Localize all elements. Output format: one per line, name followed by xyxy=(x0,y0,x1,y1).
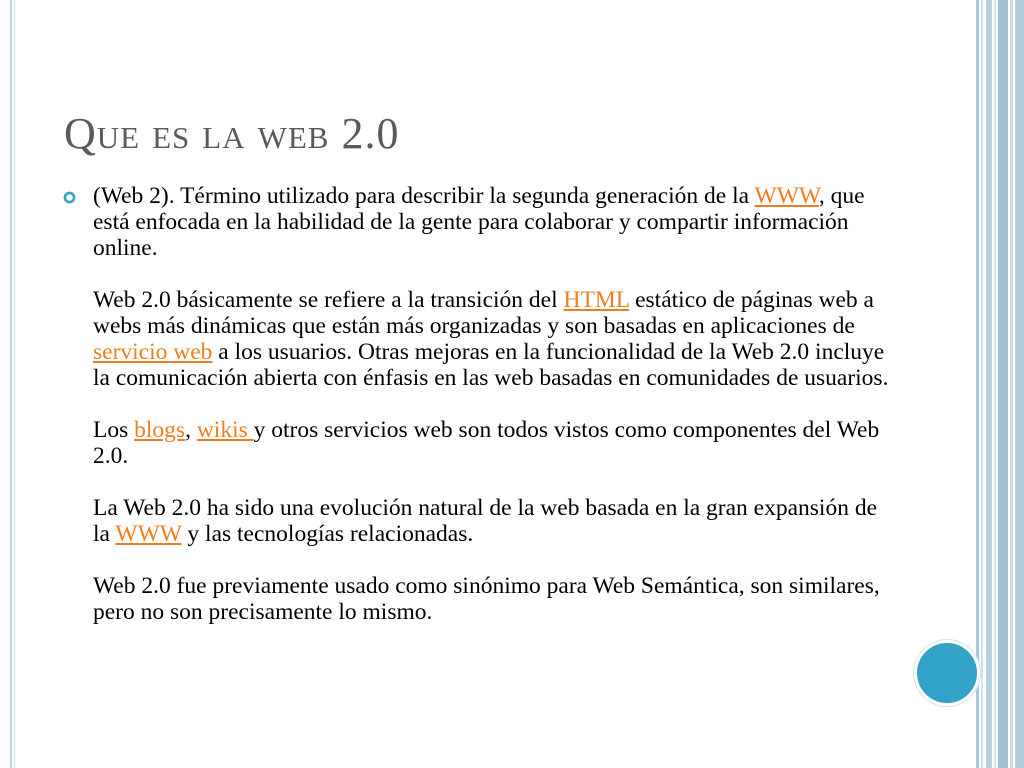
body-paragraph xyxy=(93,287,893,391)
stripe xyxy=(998,0,1008,768)
body-paragraph xyxy=(93,183,893,261)
hyperlink[interactable]: blogs xyxy=(134,417,186,443)
paragraph-text: , xyxy=(185,417,197,443)
paragraph-text: Los xyxy=(93,417,135,443)
stripe xyxy=(1015,0,1024,768)
hyperlink[interactable]: HTML xyxy=(563,287,630,313)
slide-title: Que es la web 2.0 xyxy=(64,109,400,158)
hyperlink[interactable]: WWW xyxy=(115,521,182,547)
stripe xyxy=(981,0,983,768)
left-border-line xyxy=(10,0,12,768)
paragraph-text: Web 2.0 básicamente se refiere a la transición del xyxy=(93,287,564,313)
stripe xyxy=(976,0,979,768)
hyperlink[interactable]: wikis xyxy=(196,417,254,443)
paragraph-text: y otros servicios web son todos vistos como componentes del Web 2.0. xyxy=(93,417,880,469)
circle-decoration xyxy=(914,640,980,706)
paragraph-text: (Web 2). Término utilizado para describir la segunda generación de la xyxy=(93,183,755,209)
body-paragraph xyxy=(93,417,893,469)
hyperlink[interactable]: WWW xyxy=(754,183,819,209)
hyperlink[interactable]: servicio web xyxy=(93,339,213,365)
slide-body xyxy=(93,183,893,625)
body-paragraph xyxy=(93,495,893,547)
right-decorative-stripes xyxy=(976,0,1024,768)
stripe xyxy=(994,0,996,768)
stripe xyxy=(986,0,992,768)
paragraph-text: , que está enfocada en la habilidad de la gente para colaborar y compartir información online. xyxy=(93,183,865,261)
body-paragraph xyxy=(93,573,893,625)
paragraph-text: Web 2.0 fue previamente usado como sinónimo para Web Semántica, son similares, pero no son precisamente lo mismo. xyxy=(93,573,880,625)
paragraph-text: estático de páginas web a webs más dinámicas que están más organizadas y son basadas en aplicaciones de xyxy=(93,287,874,339)
paragraph-text: La Web 2.0 ha sido una evolución natural de la web basada en la gran expansión de la xyxy=(93,495,878,547)
paragraph-text: a los usuarios. Otras mejoras en la funcionalidad de la Web 2.0 incluye la comunicación abierta con énfasis en las web basadas en comunidades de usuarios. xyxy=(93,339,889,391)
ring-bullet-icon xyxy=(63,191,76,204)
stripe xyxy=(1010,0,1013,768)
left-border-line-inner xyxy=(14,0,15,768)
paragraph-text: y las tecnologías relacionadas. xyxy=(181,521,474,547)
